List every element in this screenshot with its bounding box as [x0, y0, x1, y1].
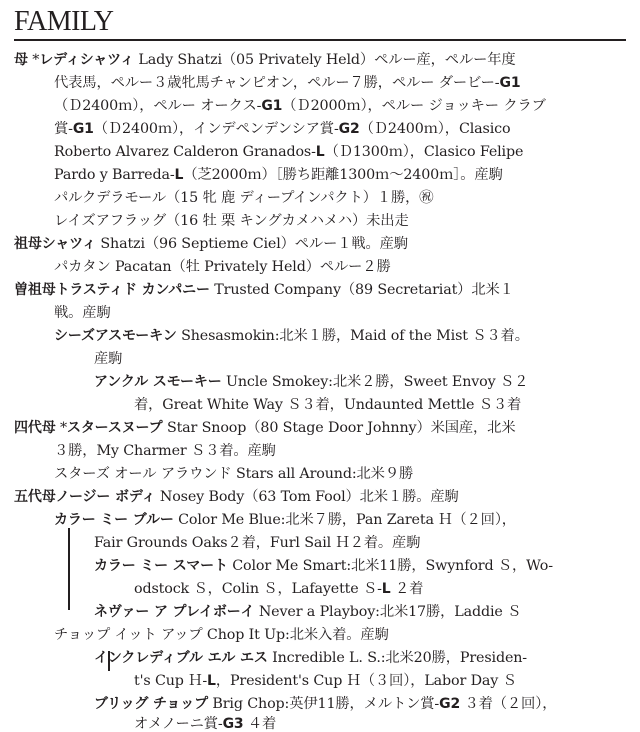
fifth-dam-grandchild-3-cont: t's Cup Ｈ-L，President's Cup Ｈ（３回），Labor Day Ｓ — [134, 673, 517, 689]
fourth-dam-name: スタースヌープ — [66, 420, 163, 436]
fifth-dam-grandchild-4: ブリッグ チョップ Brig Chop:英伊11勝，メルトン賞-G2 ３着（２回）， — [94, 696, 557, 712]
fifth-dam-offspring-2: チョップ イット アップ Chop It Up:北米入着。産駒 — [54, 627, 389, 643]
fourth-dam-line-1: 四代母 *スタースヌープ Star Snoop（80 Stage Door Johnny）米国産，北米 — [14, 420, 516, 436]
fifth-dam-grandchild-2: ネヴァー ア プレイボーイ Never a Playboy:北米17勝，Laddie Ｓ — [94, 604, 522, 620]
granddam-offspring-1: パカタン Pacatan（牡 Privately Held）ペルー２勝 — [54, 259, 391, 275]
dam-label: 母 — [14, 52, 28, 68]
third-dam-line-2: 戦。産駒 — [54, 305, 111, 321]
dam-line-1 — [14, 49, 516, 72]
granddam-name: シャツィ — [41, 236, 96, 252]
fourth-dam-line-2: ３勝，My Charmer Ｓ３着。産駒 — [54, 443, 276, 459]
fifth-dam-line-1: 五代母ノージー ボディ Nosey Body（63 Tom Fool）北米１勝。産駒 — [14, 489, 459, 505]
fifth-dam-grandchild-1-cont: odstock Ｓ，Colin Ｓ，Lafayette Ｓ-L ２着 — [134, 581, 424, 597]
fifth-dam-offspring-1: カラー ミー ブルー Color Me Blue:北米７勝，Pan Zareta Ｈ（２回）， — [54, 512, 516, 528]
dam-text: Lady Shatzi（05 Privately Held）ペルー産，ペルー年度 — [138, 52, 516, 68]
section-title: FAMILY — [14, 6, 114, 37]
fifth-dam-grandchild-3: インクレディブル エル エス Incredible L. S.:北米20勝，Presiden- — [94, 650, 527, 666]
lineage-bar — [68, 528, 70, 610]
third-dam-name: トラスティド カンパニー — [55, 282, 210, 298]
granddam-label: 祖母 — [14, 236, 42, 252]
dam-line-3: （Ｄ2400ｍ），ペルー オークス-G1（Ｄ2000ｍ），ペルー ジョッキー クラブ — [54, 98, 546, 114]
fourth-dam-offspring-1: スターズ オール アラウンド Stars all Around:北米９勝 — [54, 466, 414, 482]
third-dam-offspring-cont: 産駒 — [94, 351, 123, 367]
dam-line-6: Pardo y Barreda-L（芝2000ｍ）［勝ち距離1300ｍ～2400ｍ］。産駒 — [54, 167, 503, 183]
title-rule — [14, 39, 626, 41]
third-dam-grandchild: アンクル スモーキー Uncle Smokey:北米２勝，Sweet Envoy Ｓ２ — [94, 374, 529, 390]
third-dam-grandchild-cont: 着，Great White Way Ｓ３着，Undaunted Mettle Ｓ３着 — [134, 397, 522, 413]
dam-name: レディシャツィ — [39, 52, 134, 68]
dam-line-2: 代表馬，ペルー３歳牝馬チャンピオン，ペルー７勝，ペルー ダービー-G1 — [54, 75, 521, 91]
dam-offspring-2: レイズアフラッグ（16 牡 栗 キングカメハメハ）未出走 — [54, 213, 409, 229]
granddam-line-1: 祖母シャツィ Shatzi（96 Septieme Ciel）ペルー１戦。産駒 — [14, 236, 408, 252]
fifth-dam-offspring-1-cont: Fair Grounds Oaks２着，Furl Sail Ｈ２着。産駒 — [94, 535, 421, 551]
dam-offspring-1: パルクデラモール（15 牝 鹿 ディープインパクト）１勝，㊗ — [54, 190, 434, 206]
dam-line-5: Roberto Alvarez Calderon Granados-L（Ｄ1300ｍ），Clasico Felipe — [54, 144, 524, 160]
import-mark: * — [32, 52, 40, 68]
third-dam-line-1: 曽祖母トラスティド カンパニー Trusted Company（89 Secretariat）北米１ — [14, 282, 514, 298]
third-dam-offspring-1: シーズアスモーキン Shesasmokin:北米１勝，Maid of the Mist Ｓ３着。 — [54, 328, 529, 344]
dam-line-4: 賞-G1（Ｄ2400ｍ），インデペンデンシア賞-G2（Ｄ2400ｍ），Clasico — [54, 121, 511, 137]
fifth-dam-grandchild-1: カラー ミー スマート Color Me Smart:北米11勝，Swynford Ｓ，Wo- — [94, 558, 553, 574]
fifth-dam-grandchild-4-cont: オメノーニ賞-G3 ４着 — [134, 716, 277, 732]
fifth-dam-name: ノージー ボディ — [55, 489, 156, 505]
